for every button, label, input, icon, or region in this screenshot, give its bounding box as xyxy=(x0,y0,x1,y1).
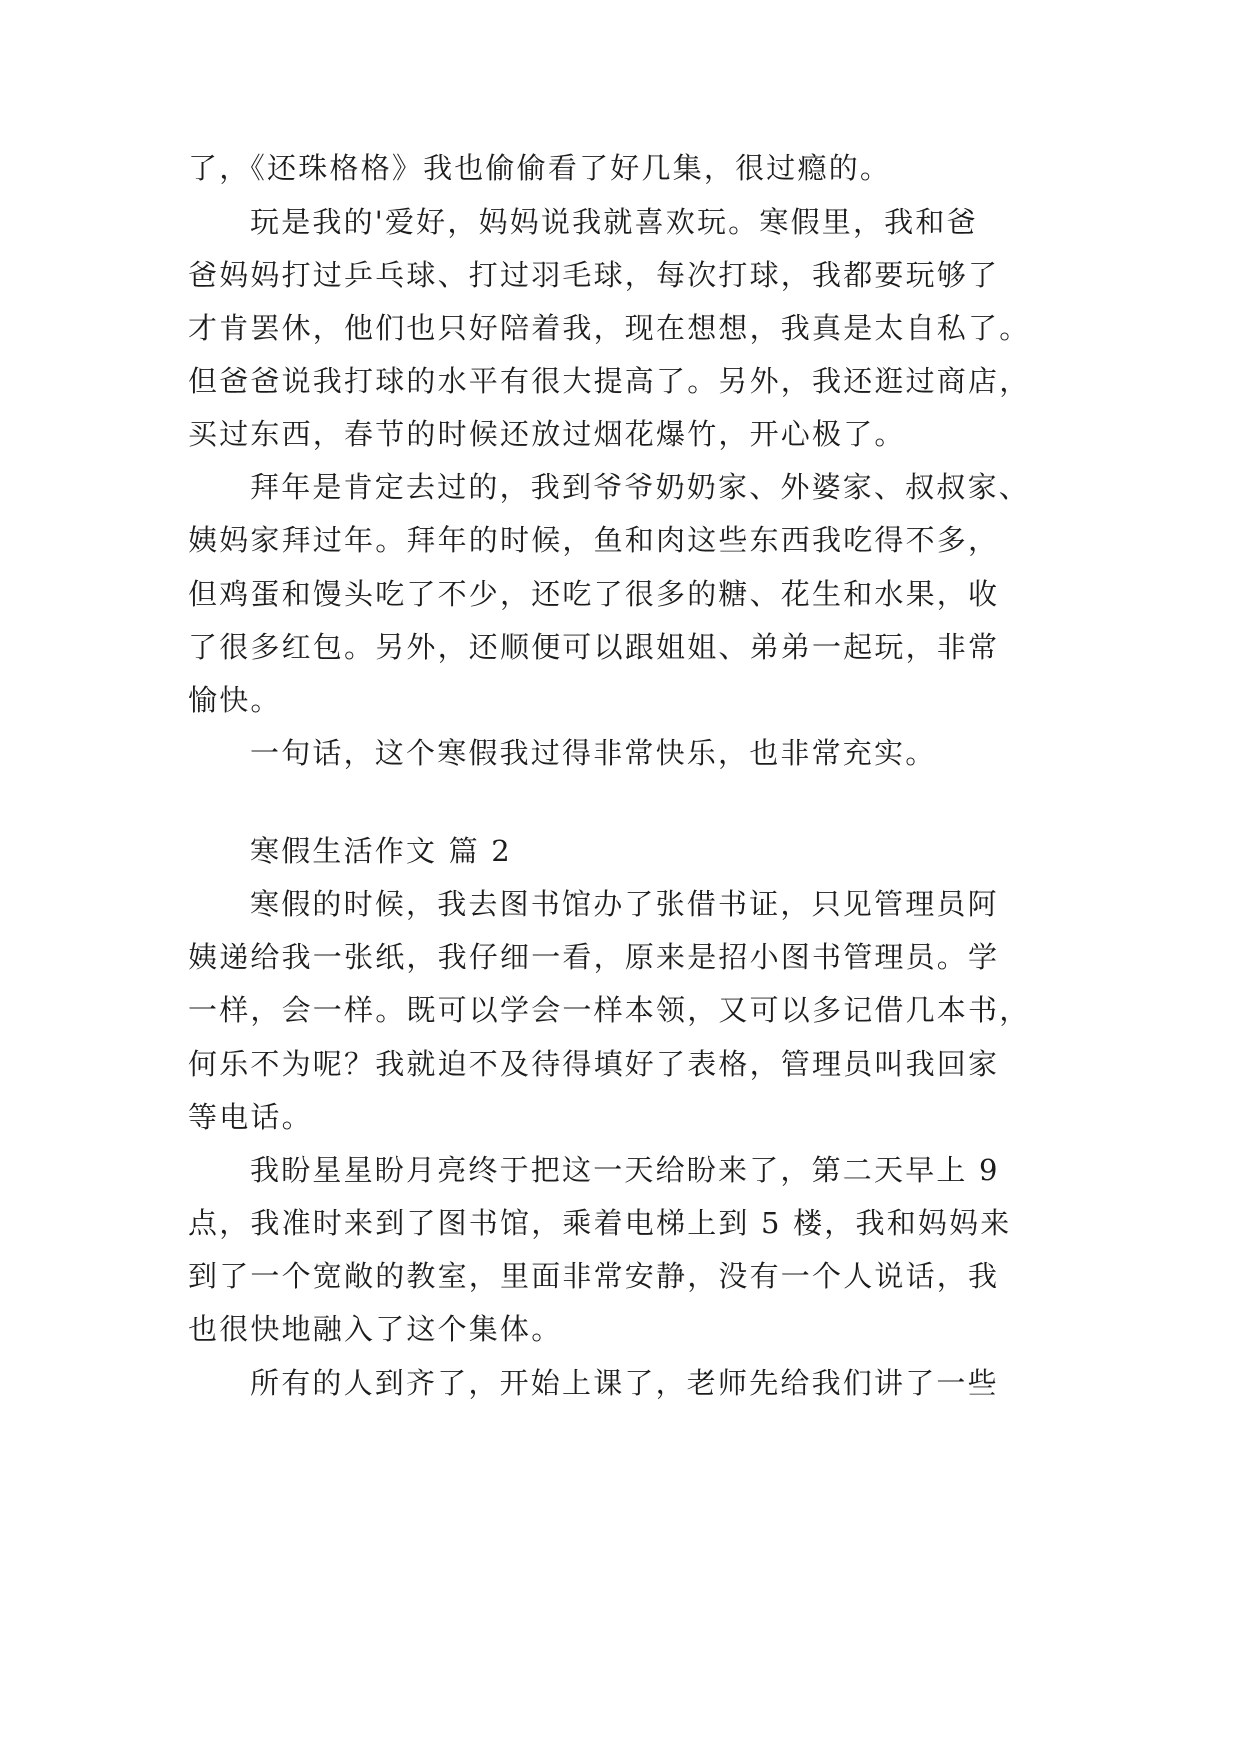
text-line: 拜年是肯定去过的，我到爷爷奶奶家、外婆家、叔叔家、 xyxy=(250,470,1031,504)
text-line: 但爸爸说我打球的水平有很大提高了。另外，我还逛过商店， xyxy=(188,364,1031,398)
text-line: 姨递给我一张纸，我仔细一看，原来是招小图书管理员。学 xyxy=(188,940,1000,974)
text-line: 玩是我的'爱好，妈妈说我就喜欢玩。寒假里，我和爸 xyxy=(250,205,978,239)
text-line: 姨妈家拜过年。拜年的时候，鱼和肉这些东西我吃得不多， xyxy=(188,523,1000,557)
text-line: 所有的人到齐了，开始上课了，老师先给我们讲了一些 xyxy=(250,1366,999,1400)
text-line: 愉快。 xyxy=(188,683,282,717)
text-line: 何乐不为呢？我就迫不及待得填好了表格，管理员叫我回家 xyxy=(188,1047,1000,1081)
text-line: 寒假的时候，我去图书馆办了张借书证，只见管理员阿 xyxy=(250,887,999,921)
text-line: 点，我准时来到了图书馆，乘着电梯上到 5 楼，我和妈妈来 xyxy=(188,1206,1012,1240)
text-line: 一句话，这个寒假我过得非常快乐，也非常充实。 xyxy=(250,736,937,770)
section-heading: 寒假生活作文 篇 2 xyxy=(250,834,512,868)
text-line: 买过东西，春节的时候还放过烟花爆竹，开心极了。 xyxy=(188,417,906,451)
text-line: 也很快地融入了这个集体。 xyxy=(188,1312,563,1346)
text-line: 一样，会一样。既可以学会一样本领，又可以多记借几本书， xyxy=(188,993,1031,1027)
text-line: 到了一个宽敞的教室，里面非常安静，没有一个人说话，我 xyxy=(188,1259,1000,1293)
text-line: 才肯罢休，他们也只好陪着我，现在想想，我真是太自私了。 xyxy=(188,311,1031,345)
text-line: 了很多红包。另外，还顺便可以跟姐姐、弟弟一起玩，非常 xyxy=(188,630,1000,664)
text-line: 但鸡蛋和馒头吃了不少，还吃了很多的糖、花生和水果，收 xyxy=(188,577,1000,611)
text-line: 等电话。 xyxy=(188,1100,313,1134)
text-line: 我盼星星盼月亮终于把这一天给盼来了，第二天早上 9 xyxy=(250,1153,1000,1187)
text-line: 爸妈妈打过乒乓球、打过羽毛球，每次打球，我都要玩够了 xyxy=(188,258,1000,292)
text-line: 了，《还珠格格》我也偷偷看了好几集，很过瘾的。 xyxy=(188,151,892,185)
